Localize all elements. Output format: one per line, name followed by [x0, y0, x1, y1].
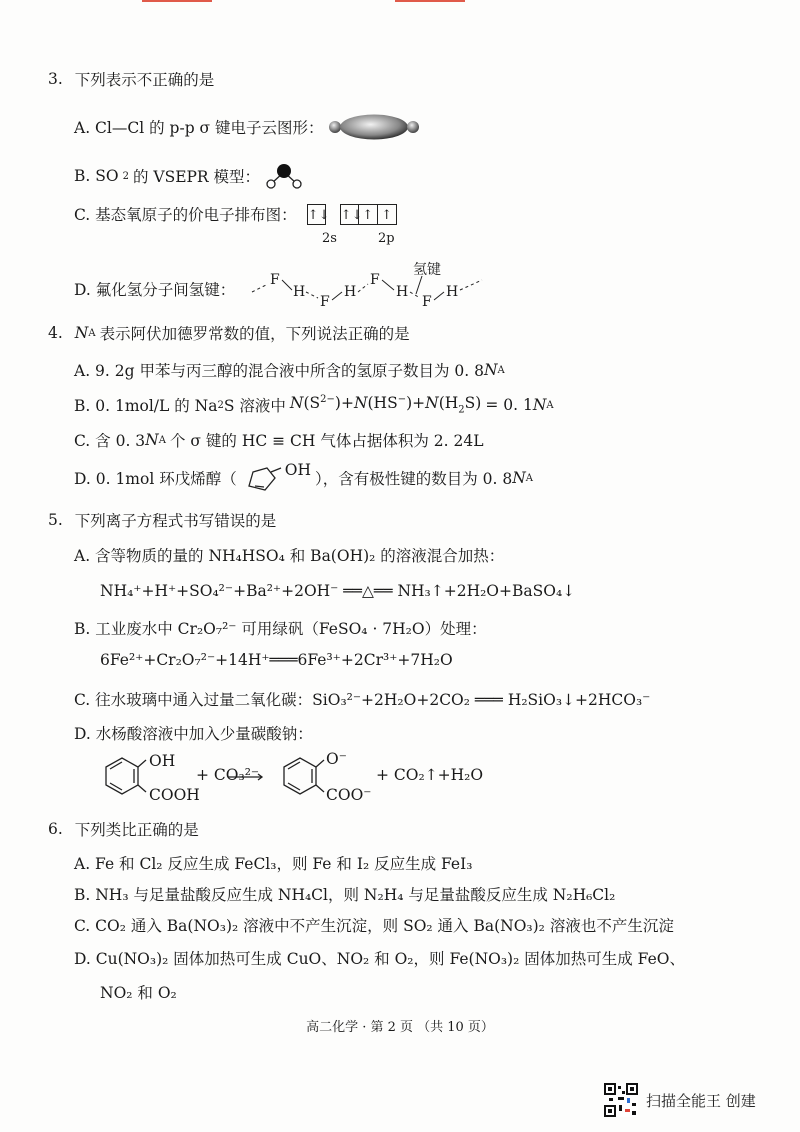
q3-option-c: C. 基态氧原子的价电子排布图： ↑↓ ↑↓ ↑ ↑: [74, 203, 397, 225]
orbital-diagram: ↑↓ ↑↓ ↑ ↑: [307, 204, 397, 225]
q4-stem: 4. N A 表示阿伏加德罗常数的值，下列说法正确的是: [48, 324, 410, 343]
q5-option-b: B. 工业废水中 Cr₂O₇²⁻ 可用绿矾（FeSO₄ · 7H₂O）处理：: [74, 620, 487, 638]
q6-option-c: C. CO₂ 通入 Ba(NO₃)₂ 溶液中不产生沉淀，则 SO₂ 通入 Ba(NO₃)₂ 溶液也不产生沉淀: [74, 917, 674, 935]
q6-option-a: A. Fe 和 Cl₂ 反应生成 FeCl₃，则 Fe 和 I₂ 反应生成 FeI₃: [74, 855, 473, 873]
q5-option-a-equation: NH₄⁺+H⁺+SO₄²⁻+Ba²⁺+2OH⁻ ══△══ NH₃↑+2H₂O+BaSO₄↓: [100, 582, 576, 600]
q3-option-a: A. Cl—Cl 的 p-p σ 键电子云图形：: [74, 114, 420, 140]
svg-text:H: H: [446, 284, 459, 300]
q4-option-b: B. 0. 1mol/L 的 Na 2 S 溶液中 $N(S^{2-})+N(HS^-)+N(H_2S)$ = 0. 1 N A: [74, 394, 554, 416]
q6-option-b: B. NH₃ 与足量盐酸反应生成 NH₄Cl，则 N₂H₄ 与足量盐酸反应生成 N₂H₆Cl₂: [74, 886, 616, 904]
orbital-label-2p: 2p: [378, 231, 395, 246]
q5-stem: 5. 下列离子方程式书写错误的是: [48, 511, 277, 530]
svg-text:H: H: [396, 284, 409, 300]
q4-option-c: C. 含 0. 3 N A 个 σ 键的 HC ≡ CH 气体占据体积为 2. 24L: [74, 431, 484, 450]
svg-text:F: F: [422, 294, 432, 308]
product-co2: + CO₂↑+H₂O: [376, 766, 484, 784]
hydrogen-bond-label: 氢键: [413, 262, 441, 278]
product-ominus: O⁻: [326, 750, 347, 768]
q6-option-d-cont: NO₂ 和 O₂: [100, 984, 177, 1002]
qr-code-icon: [604, 1083, 638, 1117]
top-mark: [142, 0, 212, 2]
q5-option-d: D. 水杨酸溶液中加入少量碳酸钠：: [74, 725, 313, 743]
page-footer: 高二化学 · 第 2 页 （共 10 页）: [306, 1020, 494, 1035]
vsepr-model-icon: [264, 162, 304, 190]
scanner-watermark: [604, 1083, 756, 1117]
q5-option-a: A. 含等物质的量的 NH₄HSO₄ 和 Ba(OH)₂ 的溶液混合加热：: [74, 547, 505, 565]
svg-text:H: H: [344, 284, 357, 300]
sigma-bond-orbital-image: [328, 114, 420, 140]
top-mark: [395, 0, 465, 2]
q3-stem: 3. 下列表示不正确的是: [48, 70, 215, 89]
salicylic-cooh: COOH: [149, 786, 200, 804]
q5-option-c: C. 往水玻璃中通入过量二氧化碳：SiO₃²⁻+2H₂O+2CO₂ ═══ H₂SiO₃↓+2HCO₃⁻: [74, 691, 651, 709]
q4-option-a: A. 9. 2g 甲苯与丙三醇的混合液中所含的氢原子数目为 0. 8 N A: [74, 361, 505, 380]
q5-option-b-equation: 6Fe²⁺+Cr₂O₇²⁻+14H⁺═══6Fe³⁺+2Cr³⁺+7H₂O: [100, 651, 453, 669]
svg-text:F: F: [320, 294, 330, 308]
svg-text:F: F: [370, 272, 380, 288]
svg-text:H: H: [293, 284, 306, 300]
product-coo: COO⁻: [326, 786, 372, 804]
hydrogen-bond-diagram: [250, 268, 490, 308]
q4-option-d: D. 0. 1mol 环戊烯醇（ OH ），含有极性键的数目为 0. 8 N A: [74, 462, 533, 494]
svg-text:F: F: [270, 272, 280, 288]
q6-stem: 6. 下列类比正确的是: [48, 820, 199, 839]
q6-option-d: D. Cu(NO₃)₂ 固体加热可生成 CuO、NO₂ 和 O₂，则 Fe(NO₃)₂ 固体加热可生成 FeO、: [74, 950, 685, 968]
salicylic-oh: OH: [149, 752, 176, 770]
orbital-label-2s: 2s: [322, 231, 337, 246]
carbonate: + CO₃²⁻: [196, 766, 260, 784]
q3-option-b: B. SO 2 的 VSEPR 模型：: [74, 162, 304, 190]
q3-option-d: D. 氟化氢分子间氢键：: [74, 281, 236, 299]
scanner-label: 扫描全能王 创建: [646, 1091, 756, 1110]
